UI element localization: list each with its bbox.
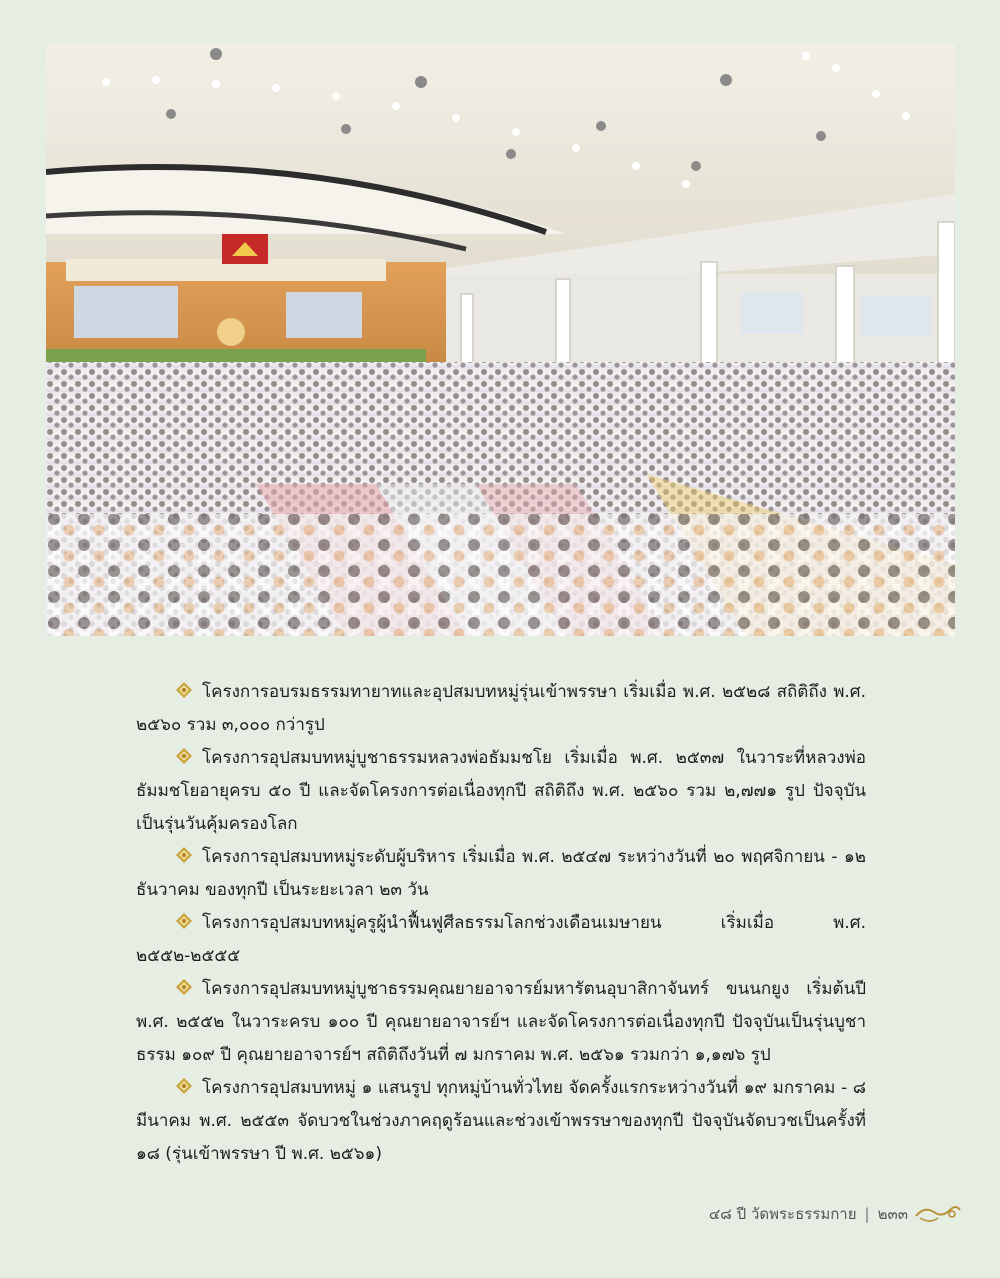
ordination-ceremony-photo-art [46,44,955,636]
list-item-text: โครงการอุปสมบทหมู่บูชาธรรมคุณยายอาจารย์มหารัตนอุบาสิกาจันทร์ ขนนกยูง เริ่มต้นปี พ.ศ. ๒๕๕๒ ในวาระครบ ๑๐๐ ปี คุณยายอาจารย์ฯ และจัดโครงการต่อเนื่องทุกปี ปัจจุบันเป็นรุ่นบูชาธรรม ๑๐๙ ปี คุณยายอาจารย์ฯ สถิติถึงวันที่ ๗ มกราคม พ.ศ. ๒๕๖๑ รวมกว่า ๑,๑๗๖ รูป [136,979,866,1065]
list-item [136,1072,866,1171]
list-item-text: โครงการอบรมธรรมทายาทและอุปสมบทหมู่รุ่นเข้าพรรษา เริ่มเมื่อ พ.ศ. ๒๕๒๘ สถิติถึง พ.ศ. ๒๕๖๐ รวม ๓,๐๐๐ กว่ารูป [136,682,866,735]
list-item [136,676,866,742]
lotus-diamond-icon [176,748,192,764]
list-item-text: โครงการอุปสมบทหมู่ครูผู้นำฟื้นฟูศีลธรรมโลกช่วงเดือนเมษายน เริ่มเมื่อ พ.ศ. ๒๕๕๒-๒๕๕๕ [136,913,866,966]
page-footer [709,1200,908,1228]
page-number: ๒๓๓ [877,1205,908,1223]
swirl-ornament-icon [914,1200,962,1228]
list-item-text: โครงการอุปสมบทหมู่ ๑ แสนรูป ทุกหมู่บ้านทั่วไทย จัดครั้งแรกระหว่างวันที่ ๑๙ มกราคม - ๘ มีนาคม พ.ศ. ๒๕๕๓ จัดบวชในช่วงภาคฤดูร้อนและช่วงเข้าพรรษาของทุกปี ปัจจุบันจัดบวชเป็นครั้งที่ ๑๘ (รุ่นเข้าพรรษา ปี พ.ศ. ๒๕๖๑) [136,1078,866,1164]
project-list [136,676,866,1171]
list-item [136,841,866,907]
lotus-diamond-icon [176,1078,192,1094]
lotus-diamond-icon [176,913,192,929]
list-item [136,742,866,841]
list-item-text: โครงการอุปสมบทหมู่ระดับผู้บริหาร เริ่มเมื่อ พ.ศ. ๒๕๔๗ ระหว่างวันที่ ๒๐ พฤศจิกายน - ๑๒ ธันวาคม ของทุกปี เป็นระยะเวลา ๒๓ วัน [136,847,866,900]
list-item-text: โครงการอุปสมบทหมู่บูชาธรรมหลวงพ่อธัมมชโย เริ่มเมื่อ พ.ศ. ๒๕๓๗ ในวาระที่หลวงพ่อธัมมชโยอายุครบ ๕๐ ปี และจัดโครงการต่อเนื่องทุกปี สถิติถึง พ.ศ. ๒๕๖๐ รวม ๒,๗๗๑ รูป ปัจจุบันเป็นรุ่นวันคุ้มครองโลก [136,748,866,834]
footer-separator: | [864,1205,870,1223]
book-title: ๔๘ ปี วัดพระธรรมกาย [708,1205,857,1223]
list-item [136,907,866,973]
lotus-diamond-icon [176,682,192,698]
list-item [136,973,866,1072]
lotus-diamond-icon [176,847,192,863]
ordination-hall-photo [46,44,955,636]
lotus-diamond-icon [176,979,192,995]
